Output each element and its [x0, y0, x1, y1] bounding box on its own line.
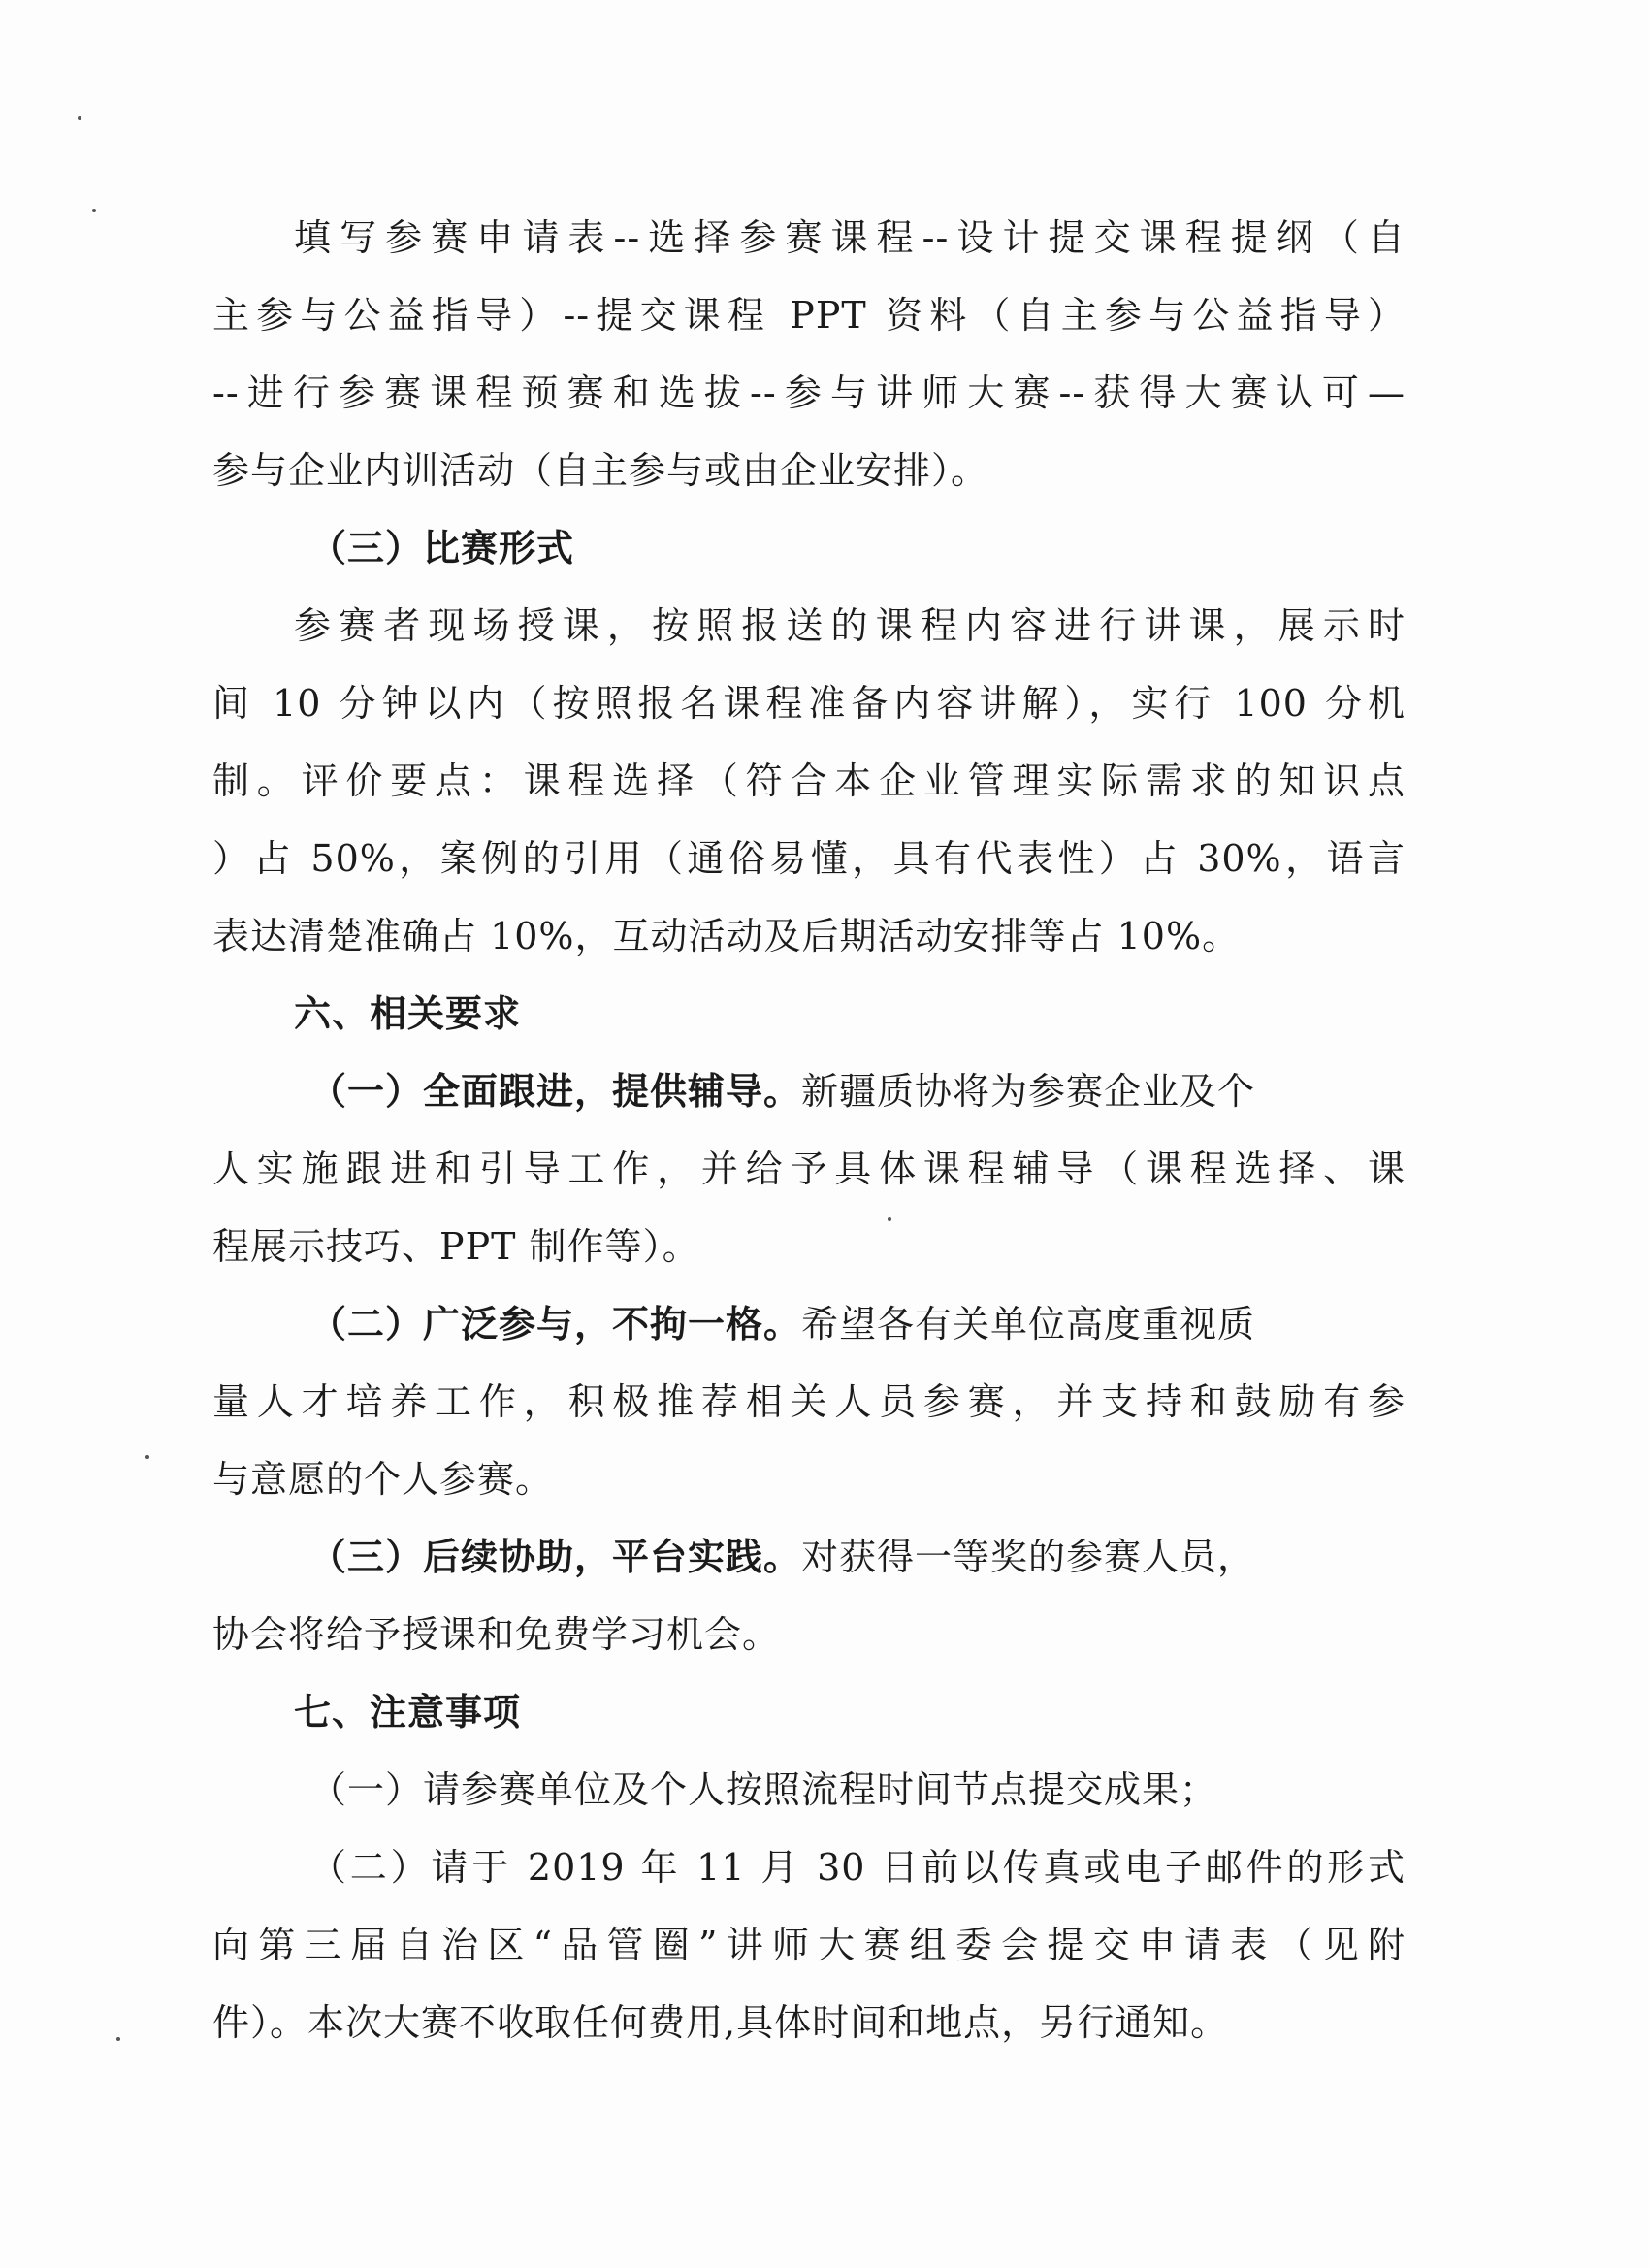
- notice2-line-1: （二）请于 2019 年 11 月 30 日前以传真或电子邮件的形式: [309, 1846, 1406, 1889]
- notice1-line: （一）请参赛单位及个人按照流程时间节点提交成果；: [309, 1768, 1218, 1811]
- req1-line-3: 程展示技巧、PPT 制作等）。: [212, 1225, 700, 1268]
- section3-line-3: 制。评价要点：课程选择（符合本企业管理实际需求的知识点: [212, 760, 1406, 802]
- scan-speck: [116, 2037, 120, 2041]
- req2-lead: （二）广泛参与，不拘一格。: [309, 1303, 802, 1345]
- scan-speck: [78, 116, 81, 120]
- req2-first-line: [212, 1285, 1406, 1363]
- req3-rest: 对获得一等奖的参赛人员，: [801, 1536, 1256, 1578]
- flow-line-4: 参与企业内训活动（自主参与或由企业安排）。: [212, 449, 989, 492]
- req3-first-line: [212, 1518, 1406, 1596]
- req3-line-2: 协会将给予授课和免费学习机会。: [212, 1613, 781, 1656]
- req2-line-2: 量人才培养工作，积极推荐相关人员参赛，并支持和鼓励有参: [212, 1380, 1406, 1423]
- req2-rest: 希望各有关单位高度重视质: [801, 1303, 1256, 1345]
- section3-line-1: 参赛者现场授课，按照报送的课程内容进行讲课，展示时: [294, 604, 1406, 647]
- req1-line-2: 人实施跟进和引导工作，并给予具体课程辅导（课程选择、课: [212, 1148, 1406, 1190]
- flow-line-3: --进行参赛课程预赛和选拔--参与讲师大赛--获得大赛认可—: [212, 372, 1406, 414]
- req3-lead: （三）后续协助，平台实践。: [309, 1536, 802, 1578]
- notice2-line-2: 向第三届自治区“品管圈”讲师大赛组委会提交申请表（见附: [212, 1924, 1406, 1966]
- flow-line-2: 主参与公益指导）--提交课程 PPT 资料（自主参与公益指导）: [212, 294, 1406, 337]
- req1-rest: 新疆质协将为参赛企业及个: [801, 1070, 1256, 1113]
- section6-heading: 六、相关要求: [294, 992, 522, 1035]
- req1-first-line: [212, 1053, 1406, 1130]
- document-body: [212, 199, 1406, 2061]
- req1-lead: （一）全面跟进，提供辅导。: [309, 1070, 802, 1113]
- req2-line-3: 与意愿的个人参赛。: [212, 1458, 554, 1501]
- flow-line-1: 填写参赛申请表--选择参赛课程--设计提交课程提纲（自: [294, 216, 1406, 259]
- section3-line-5: 表达清楚准确占 10%，互动活动及后期活动安排等占 10%。: [212, 915, 1241, 957]
- section7-heading: 七、注意事项: [294, 1691, 522, 1733]
- scan-speck: [146, 1455, 149, 1459]
- section3-line-2: 间 10 分钟以内（按照报名课程准备内容讲解），实行 100 分机: [212, 682, 1406, 725]
- section3-heading: （三）比赛形式: [309, 527, 575, 569]
- notice2-line-3: 件）。本次大赛不收取任何费用,具体时间和地点，另行通知。: [212, 2001, 1229, 2044]
- section3-line-4: ）占 50%，案例的引用（通俗易懂，具有代表性）占 30%，语言: [212, 837, 1406, 880]
- scan-speck: [92, 209, 96, 212]
